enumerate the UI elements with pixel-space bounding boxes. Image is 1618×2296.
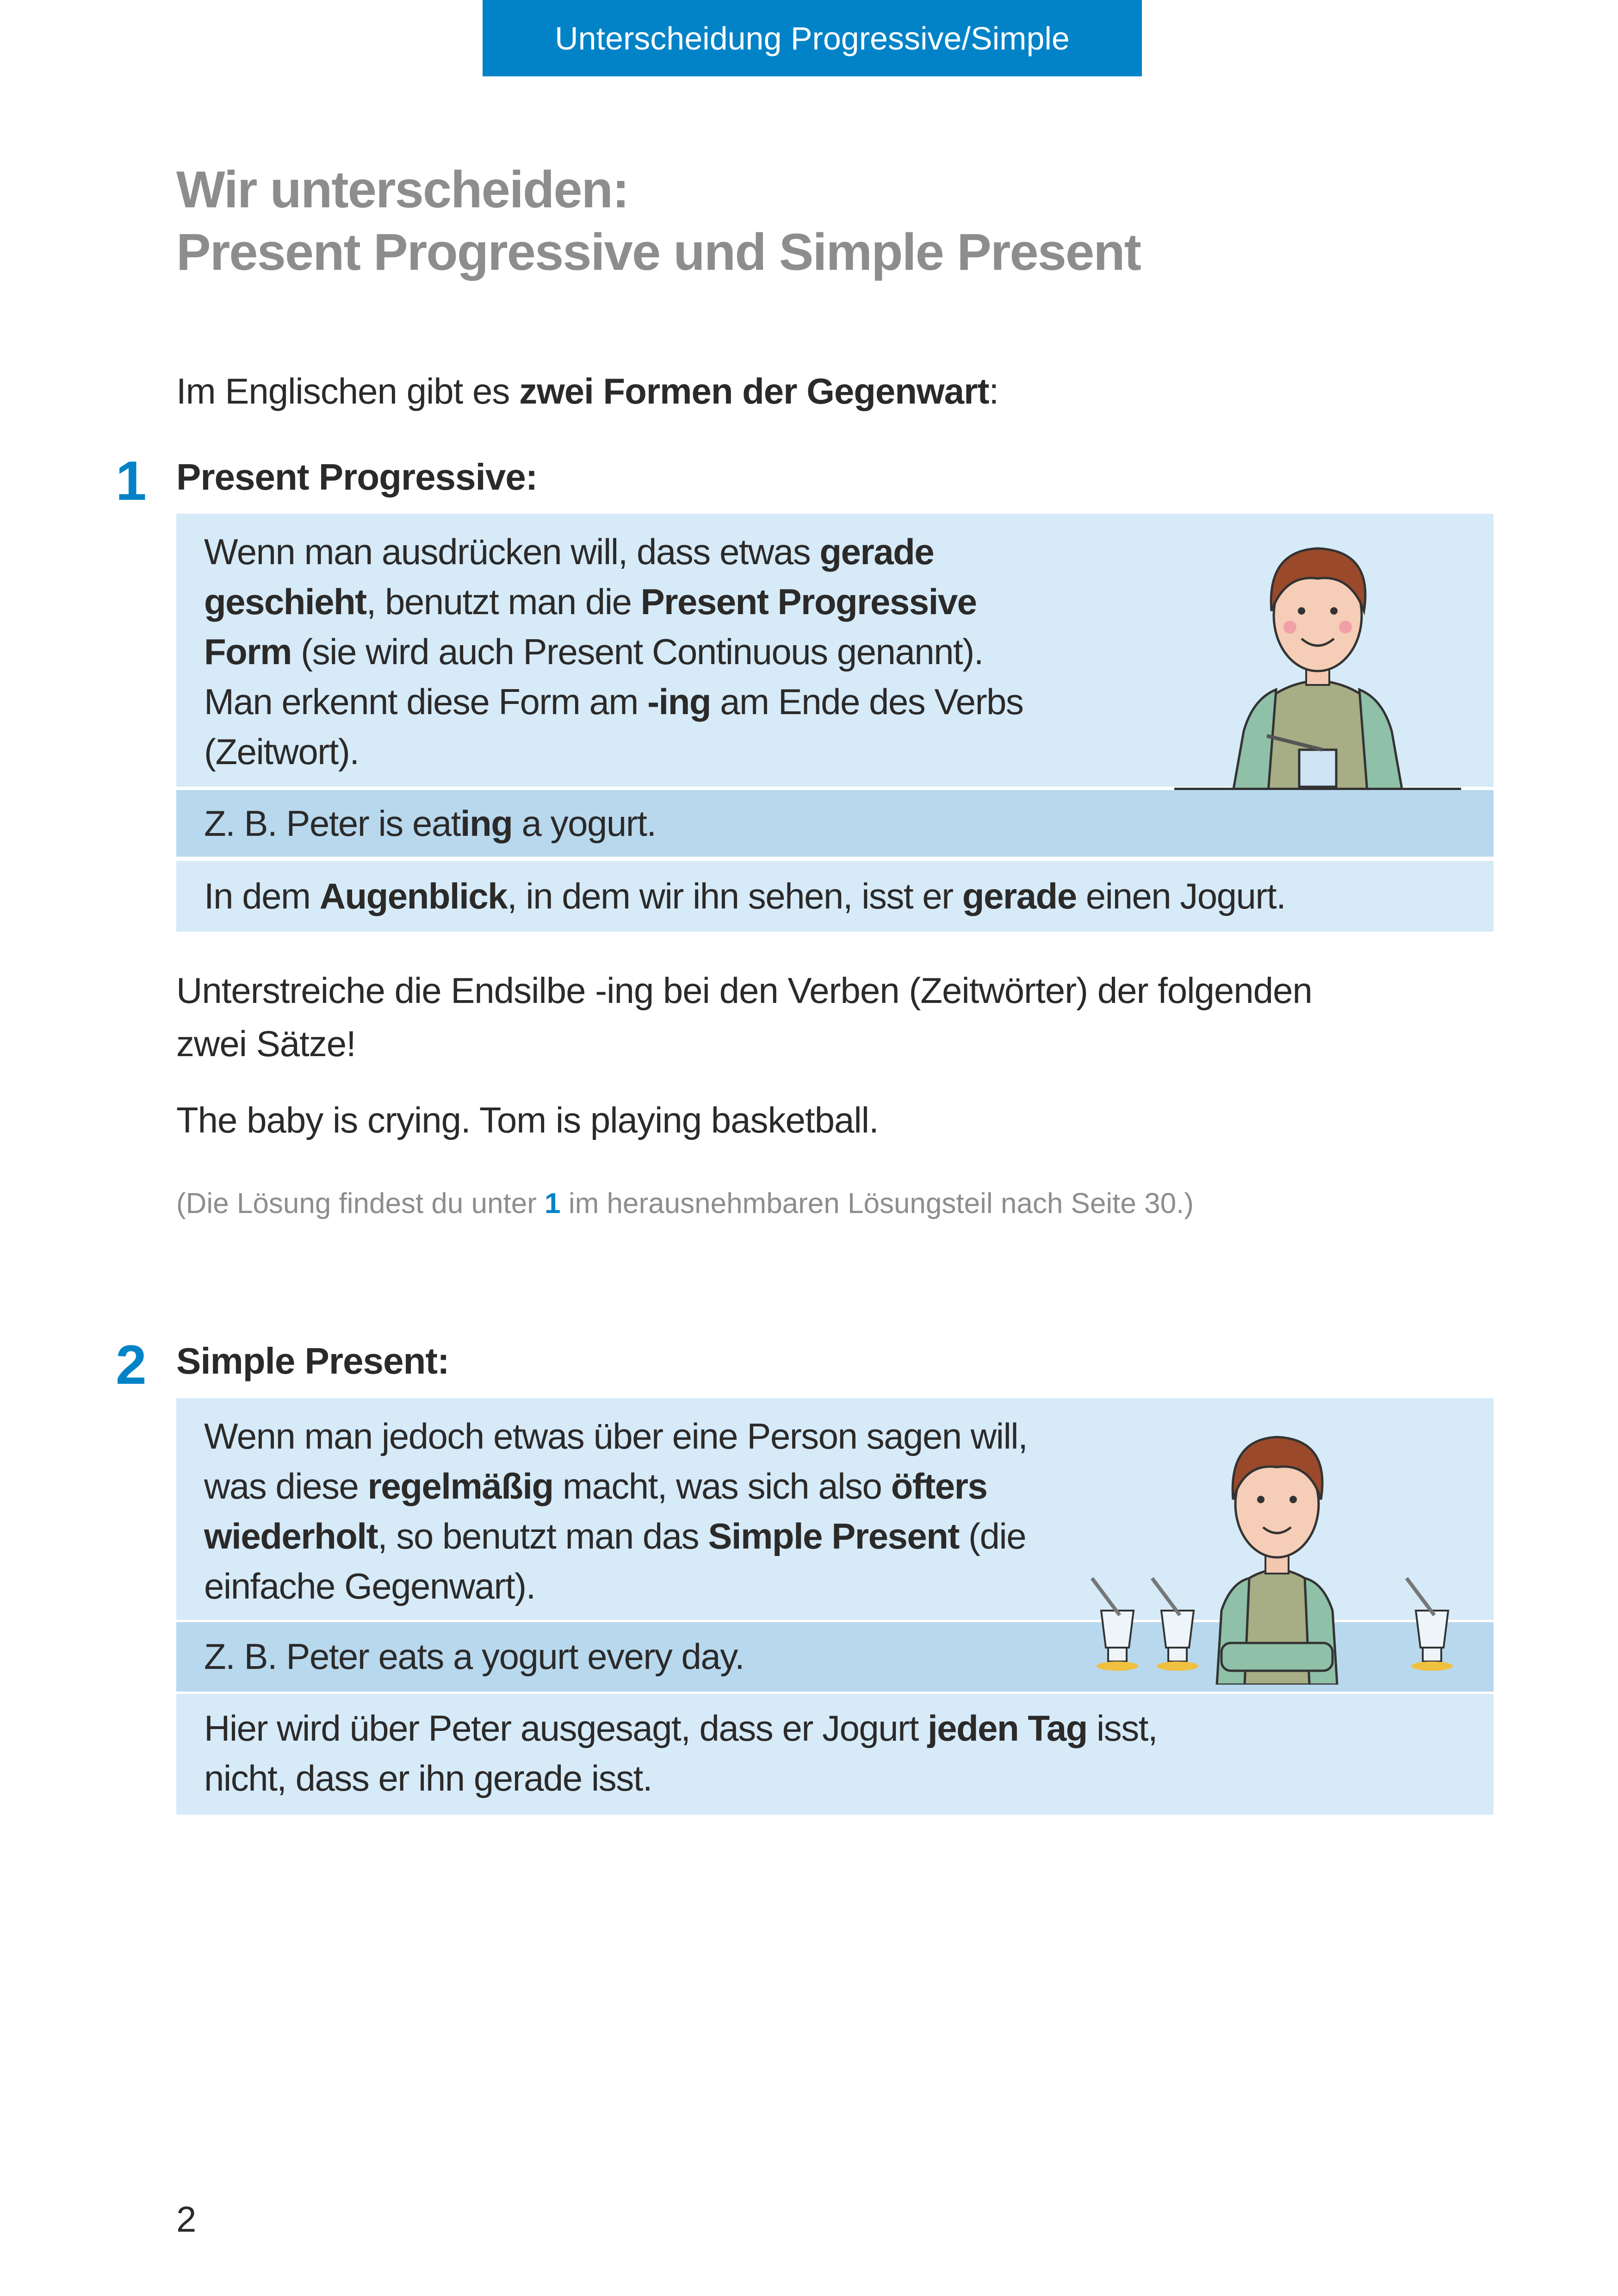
text-segment: (die [959,1516,1026,1556]
explanation-box-1 [176,514,1494,787]
text-segment: : [989,371,998,411]
bold-text: Simple Present [708,1516,959,1556]
text-segment: einen Jogurt. [1076,876,1286,916]
text-segment: (sie wird auch Present Continuous genannt). [291,631,983,672]
meaning-row-2 [176,1694,1494,1815]
example-row-1 [176,790,1494,857]
bold-text: ing [460,803,513,844]
text-segment: (Die Lösung findest du unter [176,1188,545,1220]
text-line [204,1411,1027,1461]
text-line [204,798,656,848]
meaning-text-2 [204,1703,1157,1803]
text-segment: In dem [204,876,320,916]
section-heading-2: Simple Present: [176,1340,449,1381]
text-segment: was diese [204,1466,368,1506]
text-segment: einfache Gegenwart). [204,1566,535,1606]
text-line [204,1511,1027,1561]
intro-text [176,370,998,412]
explanation-text-1 [204,527,1023,777]
bold-text: wiederholt [204,1516,378,1556]
text-line [204,1561,1027,1611]
bold-text: jeden Tag [927,1708,1087,1748]
text-segment: , so benutzt man das [378,1516,708,1556]
text-segment: isst, [1087,1708,1158,1748]
header-tab-label: Unterscheidung Progressive/Simple [555,20,1070,56]
boy-with-yogurts-illustration [1083,1425,1471,1685]
text-line [204,727,1023,777]
page-title-line-1: Wir unterscheiden: [176,161,629,218]
boy-eating-yogurt-illustration [1174,532,1461,810]
text-segment: Man erkennt diese Form am [204,681,648,722]
text-segment: , benutzt man die [366,581,641,622]
bold-text: Present Progressive [640,581,977,622]
text-segment: a yogurt. [512,803,656,844]
text-segment: im herausnehmbaren Lösungsteil nach Seite 30.) [560,1188,1194,1220]
bold-text: Form [204,631,291,672]
task-instruction-line-1: Unterstreiche die Endsilbe -ing bei den Verben (Zeitwörter) der folgenden [176,970,1312,1011]
text-segment: Wenn man ausdrücken will, dass etwas [204,531,820,572]
text-segment: nicht, dass er ihn gerade isst. [204,1758,652,1798]
text-segment: Hier wird über Peter ausgesagt, dass er Jogurt [204,1708,928,1748]
section-header-tab [483,0,1142,76]
text-segment: (Zeitwort). [204,731,359,772]
task-sentences: The baby is crying. Tom is playing basketball. [176,1100,879,1140]
meaning-row-1 [176,861,1494,932]
text-segment: Z. B. Peter eats a yogurt every day. [204,1636,744,1677]
bold-text: gerade [962,876,1077,916]
text-segment: Im Englischen gibt es [176,371,520,411]
explanation-text-2 [204,1411,1027,1611]
text-line [204,1461,1027,1511]
bold-text: regelmäßig [367,1466,553,1506]
text-line [204,527,1023,577]
text-segment: Wenn man jedoch etwas über eine Person sagen will, [204,1416,1028,1456]
section-number-1: 1 [116,450,147,512]
bold-text: geschieht [204,581,366,622]
bold-text: 1 [545,1188,561,1220]
text-segment: macht, was sich also [553,1466,891,1506]
solution-note [176,1187,1194,1220]
text-line [204,677,1023,727]
text-segment: Z. B. Peter is eat [204,803,460,844]
text-line [204,1631,744,1681]
example-text-1 [204,798,656,848]
bold-text: -ing [647,681,711,722]
page-number: 2 [176,2199,196,2240]
section-heading-1: Present Progressive: [176,456,538,498]
text-line [204,627,1023,677]
meaning-text-1 [204,871,1285,921]
bold-text: gerade [819,531,934,572]
text-segment: , in dem wir ihn sehen, isst er [507,876,962,916]
text-line [204,1703,1157,1753]
text-line [204,577,1023,627]
bold-text: zwei Formen der Gegenwart [519,371,989,411]
section-number-2: 2 [116,1334,147,1396]
bold-text: Augenblick [319,876,508,916]
task-instruction-line-2: zwei Sätze! [176,1023,356,1064]
text-line [204,1753,1157,1803]
page-title-line-2: Present Progressive und Simple Present [176,223,1141,281]
text-segment: am Ende des Verbs [711,681,1023,722]
bold-text: öfters [891,1466,987,1506]
text-line [204,871,1285,921]
example-text-2 [204,1631,744,1681]
